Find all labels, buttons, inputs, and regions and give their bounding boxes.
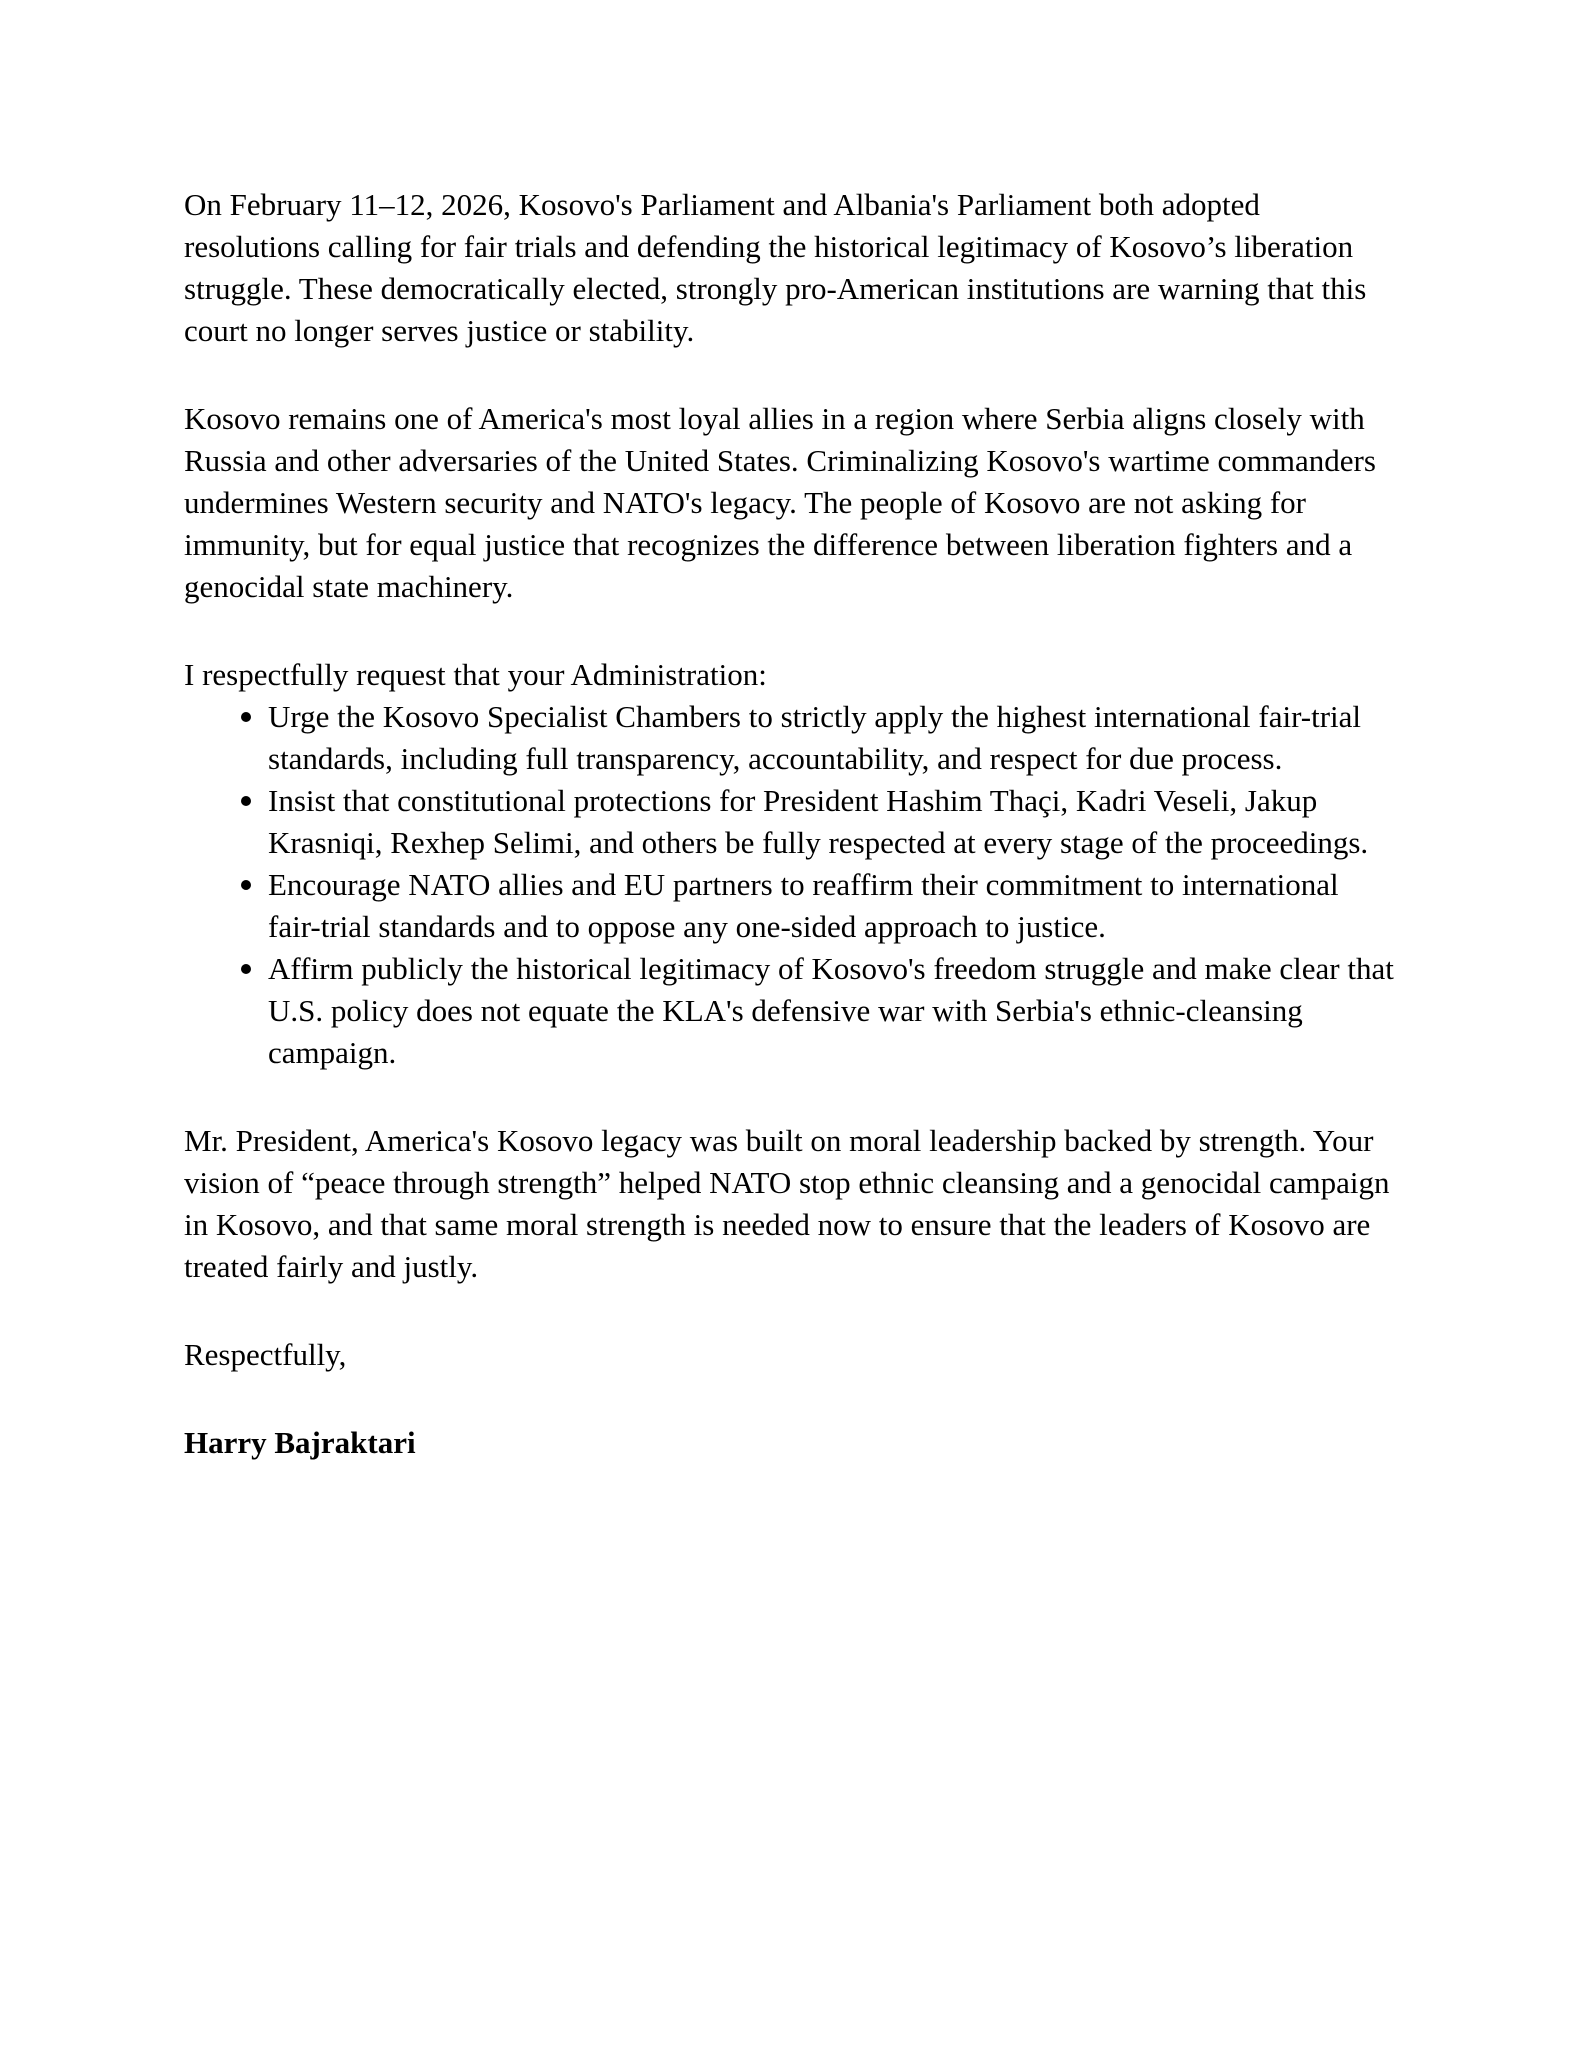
paragraph-kosovo-ally: Kosovo remains one of America's most loyal allies in a region where Serbia aligns closely with Russia and other adversaries of the United States. Criminalizing Kosovo's wartime commanders undermines Western security and NATO's legacy. The people of Kosovo are not asking for immunity, but for equal justice that recognizes the difference between liberation fighters and a genocidal state machinery. [184,401,1376,604]
list-item-nato-eu-partners: Encourage NATO allies and EU partners to reaffirm their commitment to international fair-trial standards and to oppose any one-sided approach to justice. [184,864,1399,948]
letter-body [184,184,1399,1464]
request-intro: I respectfully request that your Administration: [184,657,767,692]
paragraph-parliament-resolutions: On February 11–12, 2026, Kosovo's Parliament and Albania's Parliament both adopted resolutions calling for fair trials and defending the historical legitimacy of Kosovo’s liberation struggle. These democratically elected, strongly pro-American institutions are warning that this court no longer serves justice or stability. [184,187,1367,348]
paragraph-closing-appeal: Mr. President, America's Kosovo legacy was built on moral leadership backed by strength. Your vision of “peace through strength” helped NATO stop ethnic cleansing and a genocidal campaign in Kosovo, and that same moral strength is needed now to ensure that the leaders of Kosovo are treated fairly and justly. [184,1123,1390,1284]
signature-name: Harry Bajraktari [184,1425,416,1460]
list-item-affirm-legitimacy: Affirm publicly the historical legitimacy of Kosovo's freedom struggle and make clear that U.S. policy does not equate the KLA's defensive war with Serbia's ethnic-cleansing campaign. [184,948,1399,1074]
request-bullet-list [184,696,1399,1074]
list-item-fair-trial-standards: Urge the Kosovo Specialist Chambers to strictly apply the highest international fair-trial standards, including full transparency, accountability, and respect for due process. [184,696,1399,780]
list-item-constitutional-protections: Insist that constitutional protections for President Hashim Thaçi, Kadri Veseli, Jakup Krasniqi, Rexhep Selimi, and others be fully respected at every stage of the proceedings. [184,780,1399,864]
valediction: Respectfully, [184,1337,347,1372]
